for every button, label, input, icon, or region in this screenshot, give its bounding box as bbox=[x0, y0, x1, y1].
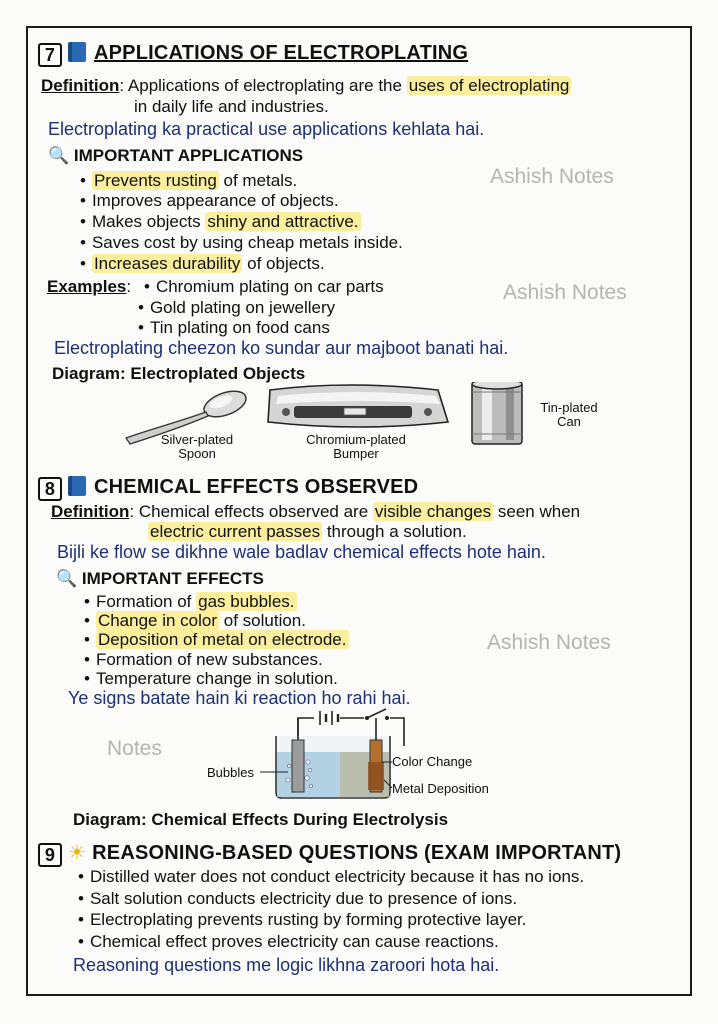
book-icon bbox=[68, 476, 86, 496]
section-number: 9 bbox=[38, 843, 62, 867]
list-item: • Saves cost by using cheap metals inside. bbox=[80, 233, 403, 253]
definition-cont: electric current passes through a solution. bbox=[150, 522, 467, 541]
list-item: • Salt solution conducts electricity due to presence of ions. bbox=[78, 889, 517, 909]
list-item: • Electroplating prevents rusting by forming protective layer. bbox=[78, 910, 527, 930]
section-number: 8 bbox=[38, 477, 62, 501]
section-number: 7 bbox=[38, 43, 62, 67]
watermark: Notes bbox=[107, 737, 162, 760]
list-item: • Formation of new substances. bbox=[84, 650, 323, 670]
definition: Definition: Chemical effects observed are visible changes seen when bbox=[51, 502, 581, 521]
list-item: • Deposition of metal on electrode. bbox=[84, 630, 349, 650]
list-item: • Makes objects shiny and attractive. bbox=[80, 212, 361, 232]
label-metal-deposition: Metal Deposition bbox=[392, 781, 489, 796]
list-item: • Change in color of solution. bbox=[84, 611, 306, 631]
definition: Definition: Applications of electroplating are the uses of electroplating bbox=[41, 76, 570, 95]
caption-can: Tin-plated Can bbox=[540, 400, 598, 429]
effects-heading: 🔍 IMPORTANT EFFECTS bbox=[56, 569, 264, 588]
example-item: • Chromium plating on car parts bbox=[144, 277, 384, 297]
hinglish-note: Electroplating ka practical use applications kehlata hai. bbox=[48, 119, 485, 139]
apps-heading: 🔍 IMPORTANT APPLICATIONS bbox=[48, 146, 304, 165]
section-title: APPLICATIONS OF ELECTROPLATING bbox=[94, 42, 469, 64]
section-title: CHEMICAL EFFECTS OBSERVED bbox=[94, 476, 419, 498]
example-item: • Tin plating on food cans bbox=[138, 318, 330, 338]
hinglish-note: Ye signs batate hain ki reaction ho rahi hai. bbox=[68, 688, 411, 708]
diagram-title: Diagram: Chemical Effects During Electrolysis bbox=[73, 810, 449, 829]
definition-cont: in daily life and industries. bbox=[134, 97, 329, 116]
caption-bumper: Chromium-plated Bumper bbox=[306, 432, 406, 461]
section-8-heading bbox=[38, 476, 418, 501]
magnifier-icon: 🔍 bbox=[56, 569, 78, 588]
book-icon bbox=[68, 42, 86, 62]
section-7-heading bbox=[38, 42, 468, 67]
list-item: • Temperature change in solution. bbox=[84, 669, 338, 689]
examples-label: Examples: bbox=[47, 277, 132, 296]
list-item: • Prevents rusting of metals. bbox=[80, 171, 297, 191]
list-item: • Distilled water does not conduct electricity because it has no ions. bbox=[78, 867, 584, 887]
watermark: Ashish Notes bbox=[487, 631, 611, 654]
magnifier-icon: 🔍 bbox=[48, 146, 70, 165]
sun-icon: ☀ bbox=[68, 842, 87, 864]
diagram-title: Diagram: Electroplated Objects bbox=[52, 364, 306, 383]
hinglish-note: Electroplating cheezon ko sundar aur majboot banati hai. bbox=[54, 338, 509, 358]
list-item: • Improves appearance of objects. bbox=[80, 191, 339, 211]
list-item: • Formation of gas bubbles. bbox=[84, 592, 297, 612]
watermark: Ashish Notes bbox=[503, 281, 627, 304]
section-9-heading bbox=[38, 840, 621, 867]
section-title: REASONING-BASED QUESTIONS (EXAM IMPORTANT) bbox=[92, 842, 622, 864]
definition-label: Definition bbox=[41, 76, 120, 95]
label-color-change: Color Change bbox=[392, 754, 473, 769]
list-item: • Chemical effect proves electricity can cause reactions. bbox=[78, 932, 499, 952]
electrolysis-diagram bbox=[260, 706, 410, 800]
can-illustration bbox=[472, 382, 522, 444]
example-item: • Gold plating on jewellery bbox=[138, 298, 335, 318]
caption-spoon: Silver-plated Spoon bbox=[160, 432, 234, 461]
watermark: Ashish Notes bbox=[490, 165, 614, 188]
hinglish-note: Bijli ke flow se dikhne wale badlav chemical effects hote hain. bbox=[57, 542, 546, 562]
hinglish-note: Reasoning questions me logic likhna zaroori hota hai. bbox=[73, 955, 500, 975]
label-bubbles: Bubbles bbox=[207, 765, 254, 780]
bumper-illustration bbox=[268, 385, 448, 427]
list-item: • Increases durability of objects. bbox=[80, 254, 325, 274]
